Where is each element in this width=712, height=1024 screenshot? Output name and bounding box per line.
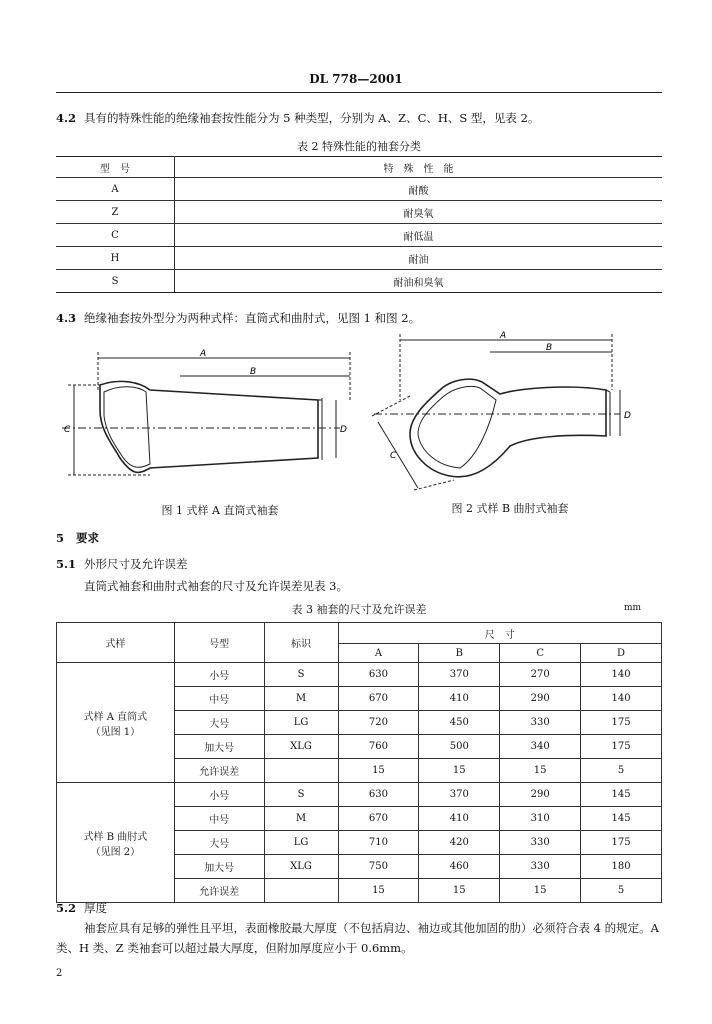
dim-label-b: B	[250, 367, 257, 377]
table-header-row	[56, 157, 662, 178]
table3	[56, 622, 662, 903]
dim-label-d: D	[340, 425, 347, 435]
cell: 410	[419, 807, 500, 831]
col-header-type: 型 号	[56, 157, 175, 178]
cell	[264, 879, 338, 903]
section-text: 绝缘袖套按外型分为两种式样：直筒式和曲肘式，见图 1 和图 2。	[84, 311, 421, 325]
cell-property: 耐油	[175, 247, 663, 270]
cell-property: 耐臭氧	[175, 201, 663, 224]
group-style-cell	[57, 663, 175, 783]
cell: 760	[338, 735, 419, 759]
col-header-c: C	[500, 644, 581, 663]
cell: 加大号	[174, 735, 264, 759]
header-rule	[56, 92, 662, 93]
col-header-dimension: 尺 寸	[338, 623, 662, 644]
col-header-b: B	[419, 644, 500, 663]
table3-caption: 表 3 袖套的尺寸及允许误差	[291, 603, 427, 616]
cell: LG	[264, 831, 338, 855]
cell: 5	[581, 879, 662, 903]
col-header-style: 式样	[57, 623, 175, 663]
cell: 670	[338, 807, 419, 831]
cell: 630	[338, 663, 419, 687]
section-number: 4.2	[56, 111, 77, 125]
table2	[56, 156, 662, 293]
cell: XLG	[264, 735, 338, 759]
cell: 小号	[174, 663, 264, 687]
figure1-caption: 图 1 式样 A 直筒式袖套	[161, 504, 279, 517]
cell: 小号	[174, 783, 264, 807]
table2-caption: 表 2 特殊性能的袖套分类	[297, 140, 421, 153]
cell: 140	[581, 663, 662, 687]
section-title: 外形尺寸及允许误差	[84, 557, 188, 571]
col-header-d: D	[581, 644, 662, 663]
cell: 15	[419, 759, 500, 783]
group-style: 式样 A 直筒式	[83, 711, 148, 723]
cell: 145	[581, 807, 662, 831]
cell: M	[264, 807, 338, 831]
cell-type: C	[56, 224, 175, 247]
cell: 加大号	[174, 855, 264, 879]
cell: 15	[338, 759, 419, 783]
group-style: 式样 B 曲肘式	[83, 831, 148, 843]
dim-label-b: B	[546, 343, 553, 353]
cell: 140	[581, 687, 662, 711]
figure1-straight-sleeve	[60, 340, 360, 490]
dim-label-c: C	[64, 425, 71, 435]
dim-label-c: C	[390, 451, 397, 461]
cell: 630	[338, 783, 419, 807]
section-title: 要求	[76, 531, 99, 545]
cell: 420	[419, 831, 500, 855]
cell: 大号	[174, 831, 264, 855]
cell: LG	[264, 711, 338, 735]
cell: XLG	[264, 855, 338, 879]
section-title: 厚度	[84, 901, 107, 915]
section-5-2-heading	[56, 900, 107, 916]
figure2-elbow-sleeve	[370, 330, 660, 500]
cell: 145	[581, 783, 662, 807]
cell: 大号	[174, 711, 264, 735]
table-row	[56, 201, 662, 224]
cell: 410	[419, 687, 500, 711]
cell-type: Z	[56, 201, 175, 224]
cell: 15	[500, 879, 581, 903]
cell: 500	[419, 735, 500, 759]
table-row	[56, 224, 662, 247]
section-5-1-text: 直筒式袖套和曲肘式袖套的尺寸及允许误差见表 3。	[84, 579, 348, 593]
cell: M	[264, 687, 338, 711]
section-5	[56, 530, 99, 546]
cell: 175	[581, 711, 662, 735]
cell: 175	[581, 735, 662, 759]
group-style-cell	[57, 783, 175, 903]
section-number: 4.3	[56, 311, 77, 325]
table-header-row	[57, 623, 662, 644]
dim-label-a: A	[500, 331, 507, 341]
cell: 450	[419, 711, 500, 735]
cell: 中号	[174, 807, 264, 831]
section-number: 5	[56, 531, 65, 545]
cell: 720	[338, 711, 419, 735]
table-row	[56, 178, 662, 201]
cell: 180	[581, 855, 662, 879]
cell: 330	[500, 831, 581, 855]
section-4-3	[56, 310, 676, 326]
cell-property: 耐酸	[175, 178, 663, 201]
section-5-1-heading	[56, 556, 188, 572]
cell: 340	[500, 735, 581, 759]
cell-type: S	[56, 270, 175, 293]
table-row	[57, 783, 662, 807]
cell: 310	[500, 807, 581, 831]
cell: 175	[581, 831, 662, 855]
group-ref: （见图 2）	[90, 846, 141, 858]
group-ref: （见图 1）	[90, 726, 141, 738]
cell: 270	[500, 663, 581, 687]
cell: 290	[500, 783, 581, 807]
cell: 710	[338, 831, 419, 855]
col-header-property: 特 殊 性 能	[175, 157, 663, 178]
cell: 15	[419, 879, 500, 903]
col-header-mark: 标识	[264, 623, 338, 663]
cell: 670	[338, 687, 419, 711]
cell	[264, 759, 338, 783]
cell: 允许误差	[174, 759, 264, 783]
cell: S	[264, 783, 338, 807]
col-header-size: 号型	[174, 623, 264, 663]
cell: 允许误差	[174, 879, 264, 903]
cell: 290	[500, 687, 581, 711]
cell: 中号	[174, 687, 264, 711]
page-header-title: DL 778—2001	[309, 72, 403, 86]
page-number: 2	[56, 968, 63, 979]
section-number: 5.2	[56, 901, 77, 915]
col-header-a: A	[338, 644, 419, 663]
section-5-2-text: 袖套应具有足够的弹性且平坦，表面橡胶最大厚度（不包括肩边、袖边或其他加固的肋）必须符合表 4 的规定。A 类、H 类、Z 类袖套可以超过最大厚度，但附加厚度应小于 0.6mm。	[56, 921, 659, 955]
cell-type: A	[56, 178, 175, 201]
cell: 330	[500, 855, 581, 879]
cell-property: 耐油和臭氧	[175, 270, 663, 293]
cell: 5	[581, 759, 662, 783]
cell: 15	[338, 879, 419, 903]
cell: 15	[500, 759, 581, 783]
section-number: 5.1	[56, 557, 77, 571]
table-row	[57, 663, 662, 687]
section-4-2	[56, 110, 676, 126]
table-row	[56, 247, 662, 270]
cell-type: H	[56, 247, 175, 270]
cell-property: 耐低温	[175, 224, 663, 247]
dim-label-a: A	[200, 349, 207, 359]
table-row	[56, 270, 662, 293]
cell: S	[264, 663, 338, 687]
cell: 750	[338, 855, 419, 879]
cell: 370	[419, 663, 500, 687]
cell: 460	[419, 855, 500, 879]
section-text: 具有的特殊性能的绝缘袖套按性能分为 5 种类型，分别为 A、Z、C、H、S 型，见表 2。	[84, 111, 540, 125]
cell: 330	[500, 711, 581, 735]
table3-unit: mm	[624, 603, 642, 613]
figure2-caption: 图 2 式样 B 曲肘式袖套	[451, 502, 569, 515]
dim-label-d: D	[624, 411, 631, 421]
cell: 370	[419, 783, 500, 807]
